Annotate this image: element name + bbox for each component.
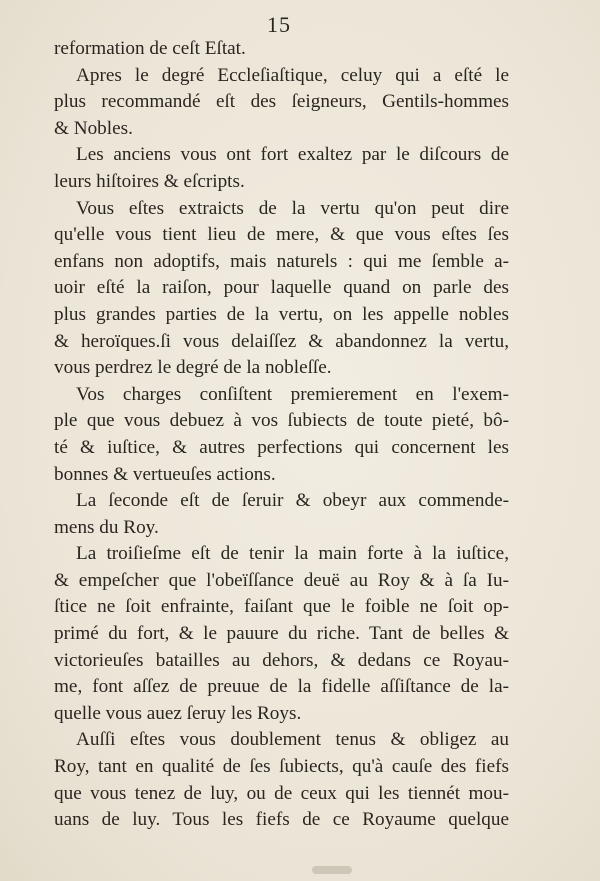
text-line: té & iuſtice, & autres perfections qui concernent les bbox=[54, 436, 509, 458]
text-line: & Nobles. bbox=[54, 117, 133, 139]
text-line: La troiſieſme eſt de tenir la main forte à la iuſtice, bbox=[76, 543, 509, 565]
text-line: quelle vous auez ſeruy les Roys. bbox=[54, 702, 302, 724]
text-line: Les anciens vous ont fort exaltez par le diſcours de bbox=[76, 144, 509, 166]
text-line: Auſſi eſtes vous doublement tenus & obligez au bbox=[76, 729, 509, 751]
text-line: me, font aſſez de preuue de la fidelle aſſiſtance de la- bbox=[54, 676, 509, 698]
text-line: qu'elle vous tient lieu de mere, & que vous eſtes ſes bbox=[54, 224, 509, 246]
text-line: reformation de ceſt Eſtat. bbox=[54, 38, 246, 59]
text-line: primé du fort, & le pauure du riche. Tant de belles & bbox=[54, 623, 509, 645]
text-line: plus recommandé eſt des ſeigneurs, Gentils-hommes bbox=[54, 91, 509, 113]
text-line: ple que vous debuez à vos ſubiects de toute pieté, bô- bbox=[54, 410, 509, 432]
text-line: La ſeconde eſt de ſeruir & obeyr aux commende- bbox=[76, 490, 509, 512]
text-line: enfans non adoptifs, mais naturels : qui me ſemble a- bbox=[54, 250, 509, 272]
page-number: 15 bbox=[267, 12, 291, 37]
ink-smudge bbox=[312, 866, 352, 874]
text-line: victorieuſes batailles au dehors, & dedans ce Royau- bbox=[54, 649, 509, 671]
text-line: Roy, tant en qualité de ſes ſubiects, qu'à cauſe des fiefs bbox=[54, 756, 509, 778]
text-line: que vous tenez de luy, ou de ceux qui les tiennét mou- bbox=[54, 782, 509, 804]
text-line: vous perdrez le degré de la nobleſſe. bbox=[54, 357, 332, 379]
body-text bbox=[54, 36, 509, 834]
text-line: uoir eſté la raiſon, pour laquelle quand on parle des bbox=[54, 277, 509, 299]
text-line: Apres le degré Eccleſiaſtique, celuy qui a eſté le bbox=[76, 64, 509, 86]
text-line: Vos charges conſiſtent premierement en l'exem- bbox=[76, 383, 509, 405]
text-line: Vous eſtes extraicts de la vertu qu'on peut dire bbox=[76, 197, 509, 219]
text-line: mens du Roy. bbox=[54, 516, 159, 538]
text-line: & empeſcher que l'obeïſſance deuë au Roy & à ſa Iu- bbox=[54, 569, 509, 591]
text-line: bonnes & vertueuſes actions. bbox=[54, 463, 276, 485]
text-line: leurs hiſtoires & eſcripts. bbox=[54, 170, 245, 192]
text-line: plus grandes parties de la vertu, on les appelle nobles bbox=[54, 303, 509, 325]
text-line: & heroïques.ſi vous delaiſſez & abandonnez la vertu, bbox=[54, 330, 509, 352]
text-line: ſtice ne ſoit enfrainte, faiſant que le foible ne ſoit op- bbox=[54, 596, 509, 618]
text-line: uans de luy. Tous les fiefs de ce Royaume quelque bbox=[54, 809, 509, 831]
